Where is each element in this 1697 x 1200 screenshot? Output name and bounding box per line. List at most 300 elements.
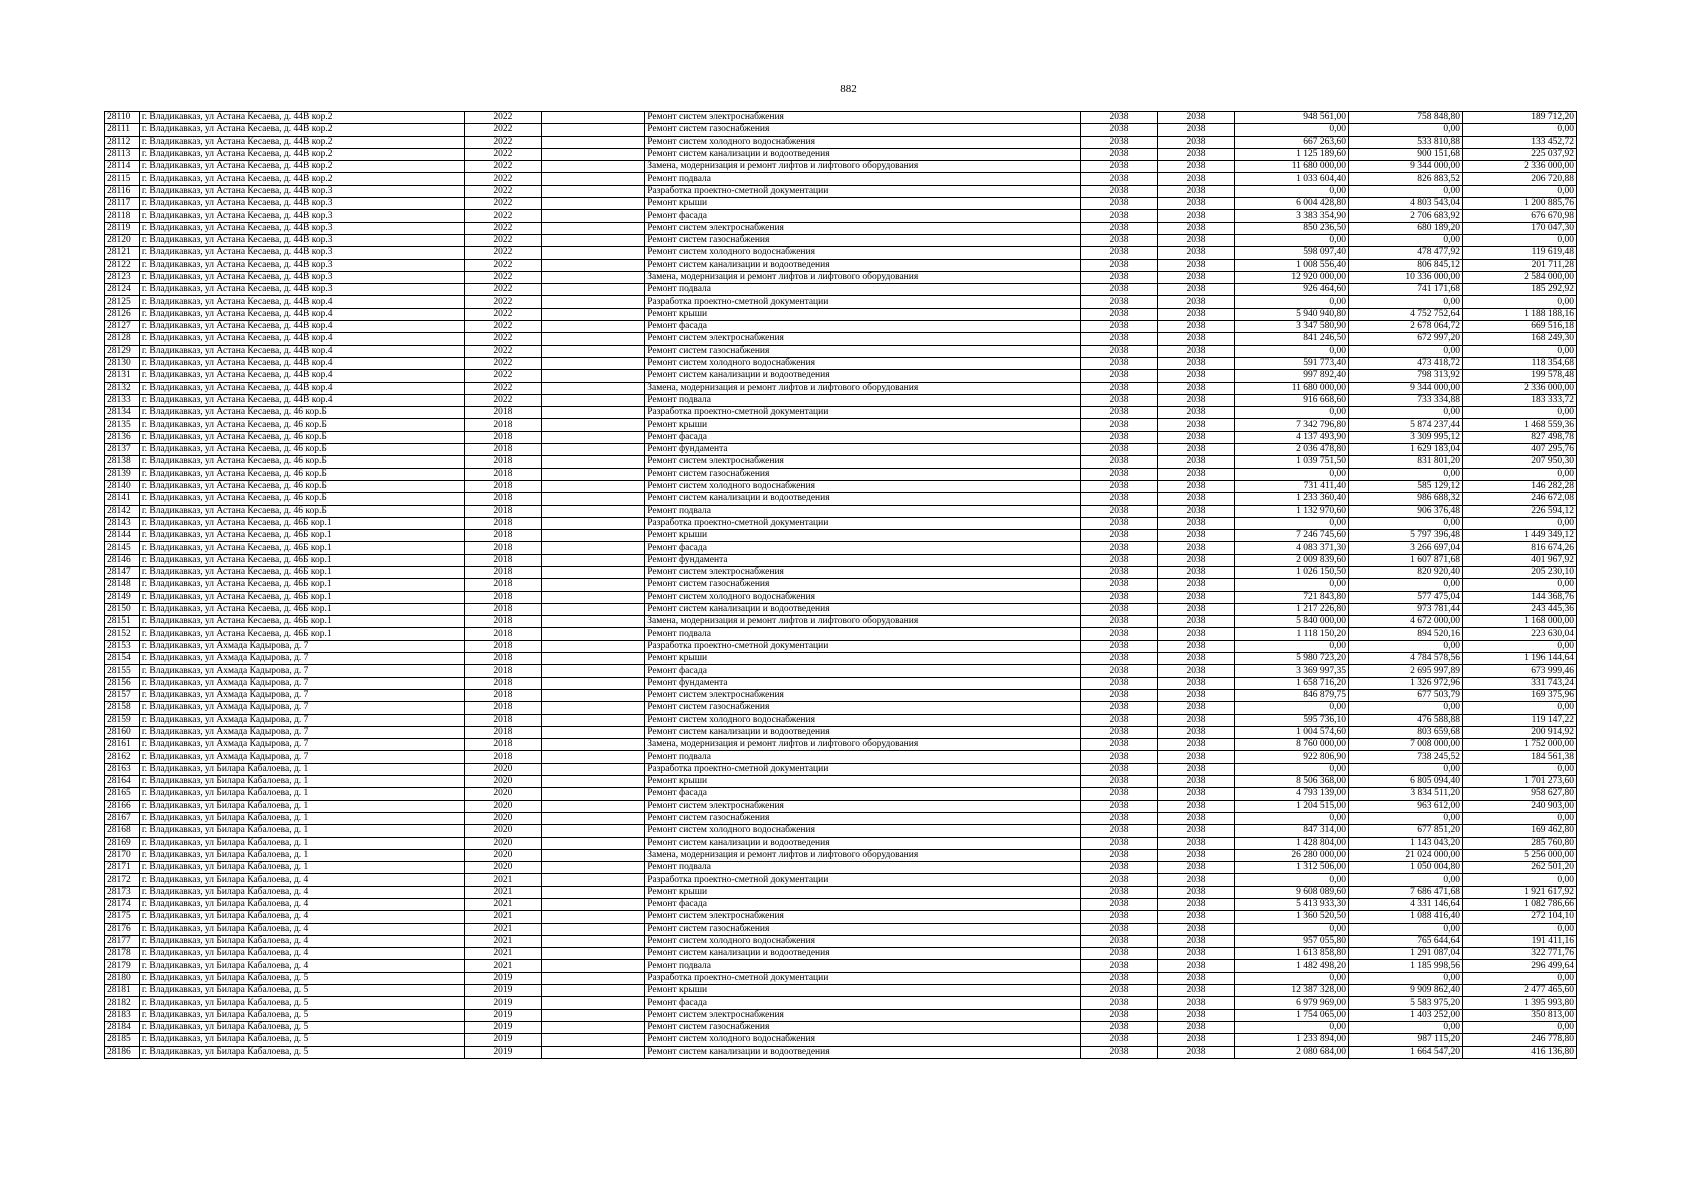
table-row bbox=[105, 739, 1577, 751]
commission-year-cell: 2018 bbox=[464, 419, 541, 431]
table-row bbox=[105, 972, 1577, 984]
total-cost-cell: 0,00 bbox=[1235, 468, 1349, 480]
total-cost-cell: 1 312 506,00 bbox=[1235, 862, 1349, 874]
address-cell: г. Владикавказ, ул Билара Кабалоева, д. 4 bbox=[139, 935, 464, 947]
fund-cost-cell: 798 313,92 bbox=[1349, 370, 1463, 382]
fund-cost-cell: 0,00 bbox=[1349, 296, 1463, 308]
commission-year-cell: 2022 bbox=[464, 136, 541, 148]
fund-cost-cell: 0,00 bbox=[1349, 468, 1463, 480]
owner-cost-cell: 5 256 000,00 bbox=[1462, 849, 1576, 861]
table-row bbox=[105, 370, 1577, 382]
row-number-cell: 28144 bbox=[105, 530, 140, 542]
total-cost-cell: 3 347 580,90 bbox=[1235, 321, 1349, 333]
fund-cost-cell: 10 336 000,00 bbox=[1349, 271, 1463, 283]
table-row bbox=[105, 948, 1577, 960]
plan-year-end-cell: 2038 bbox=[1158, 628, 1235, 640]
plan-year-start-cell: 2038 bbox=[1081, 173, 1158, 185]
fund-cost-cell: 478 477,92 bbox=[1349, 247, 1463, 259]
table-row bbox=[105, 124, 1577, 136]
work-type-cell: Ремонт систем электроснабжения bbox=[645, 222, 1081, 234]
commission-year-cell: 2018 bbox=[464, 579, 541, 591]
fund-cost-cell: 1 403 252,00 bbox=[1349, 1009, 1463, 1021]
plan-year-end-cell: 2038 bbox=[1158, 333, 1235, 345]
plan-year-start-cell: 2038 bbox=[1081, 419, 1158, 431]
address-cell: г. Владикавказ, ул Астана Кесаева, д. 46Б кор.1 bbox=[139, 517, 464, 529]
plan-year-end-cell: 2038 bbox=[1158, 911, 1235, 923]
row-number-cell: 28124 bbox=[105, 284, 140, 296]
fund-cost-cell: 1 291 087,04 bbox=[1349, 948, 1463, 960]
address-cell: г. Владикавказ, ул Астана Кесаева, д. 44В кор.4 bbox=[139, 321, 464, 333]
address-cell: г. Владикавказ, ул Билара Кабалоева, д. 1 bbox=[139, 763, 464, 775]
table-row bbox=[105, 382, 1577, 394]
commission-year-cell: 2021 bbox=[464, 960, 541, 972]
plan-year-start-cell: 2038 bbox=[1081, 468, 1158, 480]
commission-year-cell: 2022 bbox=[464, 112, 541, 124]
fund-cost-cell: 9 909 862,40 bbox=[1349, 985, 1463, 997]
row-number-cell: 28138 bbox=[105, 456, 140, 468]
commission-year-cell: 2021 bbox=[464, 923, 541, 935]
table-row bbox=[105, 960, 1577, 972]
table-row bbox=[105, 788, 1577, 800]
total-cost-cell: 3 369 997,35 bbox=[1235, 665, 1349, 677]
plan-year-start-cell: 2038 bbox=[1081, 726, 1158, 738]
fund-cost-cell: 4 803 543,04 bbox=[1349, 198, 1463, 210]
empty-column-cell bbox=[541, 566, 644, 578]
address-cell: г. Владикавказ, ул Астана Кесаева, д. 44В кор.3 bbox=[139, 271, 464, 283]
table-body bbox=[105, 112, 1577, 1059]
work-type-cell: Разработка проектно-сметной документации bbox=[645, 874, 1081, 886]
owner-cost-cell: 207 950,30 bbox=[1462, 456, 1576, 468]
table-row bbox=[105, 431, 1577, 443]
table-row bbox=[105, 825, 1577, 837]
address-cell: г. Владикавказ, ул Билара Кабалоева, д. 4 bbox=[139, 874, 464, 886]
fund-cost-cell: 803 659,68 bbox=[1349, 726, 1463, 738]
table-row bbox=[105, 271, 1577, 283]
plan-year-start-cell: 2038 bbox=[1081, 763, 1158, 775]
owner-cost-cell: 223 630,04 bbox=[1462, 628, 1576, 640]
table-row bbox=[105, 407, 1577, 419]
commission-year-cell: 2021 bbox=[464, 911, 541, 923]
table-row bbox=[105, 357, 1577, 369]
table-row bbox=[105, 677, 1577, 689]
empty-column-cell bbox=[541, 394, 644, 406]
fund-cost-cell: 820 920,40 bbox=[1349, 566, 1463, 578]
address-cell: г. Владикавказ, ул Астана Кесаева, д. 44В кор.4 bbox=[139, 370, 464, 382]
table-row bbox=[105, 444, 1577, 456]
address-cell: г. Владикавказ, ул Ахмада Кадырова, д. 7 bbox=[139, 689, 464, 701]
work-type-cell: Ремонт крыши bbox=[645, 886, 1081, 898]
total-cost-cell: 1 233 894,00 bbox=[1235, 1034, 1349, 1046]
commission-year-cell: 2018 bbox=[464, 616, 541, 628]
address-cell: г. Владикавказ, ул Астана Кесаева, д. 46Б кор.1 bbox=[139, 603, 464, 615]
plan-year-start-cell: 2038 bbox=[1081, 112, 1158, 124]
owner-cost-cell: 0,00 bbox=[1462, 407, 1576, 419]
work-type-cell: Ремонт крыши bbox=[645, 985, 1081, 997]
plan-year-start-cell: 2038 bbox=[1081, 899, 1158, 911]
commission-year-cell: 2019 bbox=[464, 1009, 541, 1021]
fund-cost-cell: 1 664 547,20 bbox=[1349, 1046, 1463, 1058]
plan-year-start-cell: 2038 bbox=[1081, 382, 1158, 394]
commission-year-cell: 2022 bbox=[464, 161, 541, 173]
owner-cost-cell: 669 516,18 bbox=[1462, 321, 1576, 333]
commission-year-cell: 2020 bbox=[464, 763, 541, 775]
total-cost-cell: 846 879,75 bbox=[1235, 689, 1349, 701]
empty-column-cell bbox=[541, 456, 644, 468]
empty-column-cell bbox=[541, 517, 644, 529]
row-number-cell: 28165 bbox=[105, 788, 140, 800]
work-type-cell: Ремонт систем холодного водоснабжения bbox=[645, 136, 1081, 148]
fund-cost-cell: 0,00 bbox=[1349, 517, 1463, 529]
row-number-cell: 28182 bbox=[105, 997, 140, 1009]
plan-year-end-cell: 2038 bbox=[1158, 234, 1235, 246]
total-cost-cell: 1 658 716,20 bbox=[1235, 677, 1349, 689]
row-number-cell: 28150 bbox=[105, 603, 140, 615]
work-type-cell: Ремонт крыши bbox=[645, 653, 1081, 665]
row-number-cell: 28130 bbox=[105, 357, 140, 369]
empty-column-cell bbox=[541, 444, 644, 456]
work-type-cell: Ремонт систем газоснабжения bbox=[645, 702, 1081, 714]
row-number-cell: 28143 bbox=[105, 517, 140, 529]
plan-year-start-cell: 2038 bbox=[1081, 431, 1158, 443]
fund-cost-cell: 3 309 995,12 bbox=[1349, 431, 1463, 443]
plan-year-start-cell: 2038 bbox=[1081, 234, 1158, 246]
empty-column-cell bbox=[541, 161, 644, 173]
empty-column-cell bbox=[541, 935, 644, 947]
table-row bbox=[105, 862, 1577, 874]
empty-column-cell bbox=[541, 247, 644, 259]
commission-year-cell: 2018 bbox=[464, 407, 541, 419]
work-type-cell: Ремонт систем канализации и водоотведения bbox=[645, 726, 1081, 738]
commission-year-cell: 2020 bbox=[464, 837, 541, 849]
owner-cost-cell: 199 578,48 bbox=[1462, 370, 1576, 382]
work-type-cell: Разработка проектно-сметной документации bbox=[645, 640, 1081, 652]
address-cell: г. Владикавказ, ул Астана Кесаева, д. 46 кор.Б bbox=[139, 493, 464, 505]
plan-year-end-cell: 2038 bbox=[1158, 345, 1235, 357]
plan-year-end-cell: 2038 bbox=[1158, 247, 1235, 259]
address-cell: г. Владикавказ, ул Астана Кесаева, д. 44В кор.4 bbox=[139, 382, 464, 394]
work-type-cell: Ремонт крыши bbox=[645, 308, 1081, 320]
fund-cost-cell: 577 475,04 bbox=[1349, 591, 1463, 603]
row-number-cell: 28168 bbox=[105, 825, 140, 837]
owner-cost-cell: 285 760,80 bbox=[1462, 837, 1576, 849]
owner-cost-cell: 0,00 bbox=[1462, 874, 1576, 886]
plan-year-end-cell: 2038 bbox=[1158, 899, 1235, 911]
owner-cost-cell: 322 771,76 bbox=[1462, 948, 1576, 960]
commission-year-cell: 2018 bbox=[464, 628, 541, 640]
table-row bbox=[105, 1046, 1577, 1058]
empty-column-cell bbox=[541, 726, 644, 738]
plan-year-end-cell: 2038 bbox=[1158, 480, 1235, 492]
total-cost-cell: 1 360 520,50 bbox=[1235, 911, 1349, 923]
plan-year-end-cell: 2038 bbox=[1158, 321, 1235, 333]
plan-year-end-cell: 2038 bbox=[1158, 517, 1235, 529]
work-type-cell: Ремонт систем электроснабжения bbox=[645, 333, 1081, 345]
table-row bbox=[105, 579, 1577, 591]
address-cell: г. Владикавказ, ул Астана Кесаева, д. 44В кор.4 bbox=[139, 333, 464, 345]
empty-column-cell bbox=[541, 763, 644, 775]
row-number-cell: 28122 bbox=[105, 259, 140, 271]
row-number-cell: 28120 bbox=[105, 234, 140, 246]
plan-year-start-cell: 2038 bbox=[1081, 444, 1158, 456]
owner-cost-cell: 0,00 bbox=[1462, 124, 1576, 136]
empty-column-cell bbox=[541, 542, 644, 554]
commission-year-cell: 2018 bbox=[464, 603, 541, 615]
table-row bbox=[105, 259, 1577, 271]
owner-cost-cell: 2 336 000,00 bbox=[1462, 382, 1576, 394]
address-cell: г. Владикавказ, ул Билара Кабалоева, д. 5 bbox=[139, 972, 464, 984]
table-row bbox=[105, 173, 1577, 185]
plan-year-end-cell: 2038 bbox=[1158, 173, 1235, 185]
owner-cost-cell: 200 914,92 bbox=[1462, 726, 1576, 738]
plan-year-start-cell: 2038 bbox=[1081, 751, 1158, 763]
address-cell: г. Владикавказ, ул Астана Кесаева, д. 44В кор.4 bbox=[139, 394, 464, 406]
plan-year-start-cell: 2038 bbox=[1081, 1046, 1158, 1058]
table-row bbox=[105, 665, 1577, 677]
fund-cost-cell: 1 143 043,20 bbox=[1349, 837, 1463, 849]
table-row bbox=[105, 640, 1577, 652]
plan-year-end-cell: 2038 bbox=[1158, 493, 1235, 505]
work-type-cell: Ремонт систем холодного водоснабжения bbox=[645, 1034, 1081, 1046]
empty-column-cell bbox=[541, 776, 644, 788]
address-cell: г. Владикавказ, ул Ахмада Кадырова, д. 7 bbox=[139, 640, 464, 652]
fund-cost-cell: 986 688,32 bbox=[1349, 493, 1463, 505]
empty-column-cell bbox=[541, 468, 644, 480]
plan-year-end-cell: 2038 bbox=[1158, 161, 1235, 173]
empty-column-cell bbox=[541, 653, 644, 665]
row-number-cell: 28178 bbox=[105, 948, 140, 960]
work-type-cell: Разработка проектно-сметной документации bbox=[645, 185, 1081, 197]
fund-cost-cell: 973 781,44 bbox=[1349, 603, 1463, 615]
plan-year-end-cell: 2038 bbox=[1158, 837, 1235, 849]
table-row bbox=[105, 997, 1577, 1009]
table-row bbox=[105, 763, 1577, 775]
total-cost-cell: 1 482 498,20 bbox=[1235, 960, 1349, 972]
commission-year-cell: 2018 bbox=[464, 702, 541, 714]
address-cell: г. Владикавказ, ул Астана Кесаева, д. 46 кор.Б bbox=[139, 431, 464, 443]
total-cost-cell: 926 464,60 bbox=[1235, 284, 1349, 296]
commission-year-cell: 2022 bbox=[464, 382, 541, 394]
plan-year-end-cell: 2038 bbox=[1158, 419, 1235, 431]
work-type-cell: Разработка проектно-сметной документации bbox=[645, 296, 1081, 308]
work-type-cell: Замена, модернизация и ремонт лифтов и лифтового оборудования bbox=[645, 161, 1081, 173]
fund-cost-cell: 1 050 004,80 bbox=[1349, 862, 1463, 874]
total-cost-cell: 0,00 bbox=[1235, 1021, 1349, 1033]
plan-year-end-cell: 2038 bbox=[1158, 689, 1235, 701]
fund-cost-cell: 4 784 578,56 bbox=[1349, 653, 1463, 665]
total-cost-cell: 0,00 bbox=[1235, 923, 1349, 935]
row-number-cell: 28160 bbox=[105, 726, 140, 738]
owner-cost-cell: 206 720,88 bbox=[1462, 173, 1576, 185]
plan-year-end-cell: 2038 bbox=[1158, 739, 1235, 751]
fund-cost-cell: 533 810,88 bbox=[1349, 136, 1463, 148]
plan-year-start-cell: 2038 bbox=[1081, 591, 1158, 603]
owner-cost-cell: 816 674,26 bbox=[1462, 542, 1576, 554]
commission-year-cell: 2022 bbox=[464, 124, 541, 136]
empty-column-cell bbox=[541, 407, 644, 419]
total-cost-cell: 731 411,40 bbox=[1235, 480, 1349, 492]
owner-cost-cell: 296 499,64 bbox=[1462, 960, 1576, 972]
plan-year-end-cell: 2038 bbox=[1158, 542, 1235, 554]
address-cell: г. Владикавказ, ул Билара Кабалоева, д. 1 bbox=[139, 825, 464, 837]
table-row bbox=[105, 505, 1577, 517]
plan-year-start-cell: 2038 bbox=[1081, 296, 1158, 308]
table-row bbox=[105, 776, 1577, 788]
fund-cost-cell: 0,00 bbox=[1349, 185, 1463, 197]
plan-year-start-cell: 2038 bbox=[1081, 161, 1158, 173]
total-cost-cell: 0,00 bbox=[1235, 812, 1349, 824]
commission-year-cell: 2019 bbox=[464, 1021, 541, 1033]
owner-cost-cell: 169 462,80 bbox=[1462, 825, 1576, 837]
commission-year-cell: 2022 bbox=[464, 321, 541, 333]
table-row bbox=[105, 394, 1577, 406]
fund-cost-cell: 585 129,12 bbox=[1349, 480, 1463, 492]
work-type-cell: Ремонт систем газоснабжения bbox=[645, 812, 1081, 824]
owner-cost-cell: 1 082 786,66 bbox=[1462, 899, 1576, 911]
commission-year-cell: 2020 bbox=[464, 849, 541, 861]
work-type-cell: Ремонт фундамента bbox=[645, 444, 1081, 456]
total-cost-cell: 2 009 839,60 bbox=[1235, 554, 1349, 566]
address-cell: г. Владикавказ, ул Астана Кесаева, д. 44В кор.2 bbox=[139, 124, 464, 136]
table-row bbox=[105, 1034, 1577, 1046]
work-type-cell: Ремонт крыши bbox=[645, 776, 1081, 788]
work-type-cell: Ремонт подвала bbox=[645, 173, 1081, 185]
total-cost-cell: 4 083 371,30 bbox=[1235, 542, 1349, 554]
total-cost-cell: 5 940 940,80 bbox=[1235, 308, 1349, 320]
row-number-cell: 28142 bbox=[105, 505, 140, 517]
fund-cost-cell: 677 503,79 bbox=[1349, 689, 1463, 701]
fund-cost-cell: 738 245,52 bbox=[1349, 751, 1463, 763]
row-number-cell: 28153 bbox=[105, 640, 140, 652]
row-number-cell: 28156 bbox=[105, 677, 140, 689]
empty-column-cell bbox=[541, 628, 644, 640]
address-cell: г. Владикавказ, ул Билара Кабалоева, д. 4 bbox=[139, 960, 464, 972]
address-cell: г. Владикавказ, ул Билара Кабалоева, д. 4 bbox=[139, 911, 464, 923]
commission-year-cell: 2018 bbox=[464, 591, 541, 603]
row-number-cell: 28136 bbox=[105, 431, 140, 443]
table-row bbox=[105, 726, 1577, 738]
empty-column-cell bbox=[541, 185, 644, 197]
work-type-cell: Ремонт систем холодного водоснабжения bbox=[645, 935, 1081, 947]
commission-year-cell: 2019 bbox=[464, 972, 541, 984]
plan-year-start-cell: 2038 bbox=[1081, 333, 1158, 345]
address-cell: г. Владикавказ, ул Астана Кесаева, д. 44В кор.4 bbox=[139, 345, 464, 357]
owner-cost-cell: 205 230,10 bbox=[1462, 566, 1576, 578]
commission-year-cell: 2018 bbox=[464, 468, 541, 480]
address-cell: г. Владикавказ, ул Ахмада Кадырова, д. 7 bbox=[139, 665, 464, 677]
row-number-cell: 28183 bbox=[105, 1009, 140, 1021]
total-cost-cell: 0,00 bbox=[1235, 874, 1349, 886]
address-cell: г. Владикавказ, ул Билара Кабалоева, д. 5 bbox=[139, 1021, 464, 1033]
address-cell: г. Владикавказ, ул Ахмада Кадырова, д. 7 bbox=[139, 653, 464, 665]
plan-year-end-cell: 2038 bbox=[1158, 198, 1235, 210]
address-cell: г. Владикавказ, ул Астана Кесаева, д. 44В кор.2 bbox=[139, 173, 464, 185]
plan-year-end-cell: 2038 bbox=[1158, 1034, 1235, 1046]
fund-cost-cell: 4 752 752,64 bbox=[1349, 308, 1463, 320]
address-cell: г. Владикавказ, ул Ахмада Кадырова, д. 7 bbox=[139, 739, 464, 751]
row-number-cell: 28140 bbox=[105, 480, 140, 492]
table-row bbox=[105, 198, 1577, 210]
total-cost-cell: 1 039 751,50 bbox=[1235, 456, 1349, 468]
row-number-cell: 28170 bbox=[105, 849, 140, 861]
owner-cost-cell: 144 368,76 bbox=[1462, 591, 1576, 603]
owner-cost-cell: 407 295,76 bbox=[1462, 444, 1576, 456]
fund-cost-cell: 6 805 094,40 bbox=[1349, 776, 1463, 788]
owner-cost-cell: 0,00 bbox=[1462, 923, 1576, 935]
plan-year-end-cell: 2038 bbox=[1158, 370, 1235, 382]
work-type-cell: Ремонт систем канализации и водоотведения bbox=[645, 1046, 1081, 1058]
plan-year-end-cell: 2038 bbox=[1158, 566, 1235, 578]
plan-year-start-cell: 2038 bbox=[1081, 394, 1158, 406]
work-type-cell: Замена, модернизация и ремонт лифтов и лифтового оборудования bbox=[645, 382, 1081, 394]
plan-year-end-cell: 2038 bbox=[1158, 960, 1235, 972]
total-cost-cell: 1 033 604,40 bbox=[1235, 173, 1349, 185]
row-number-cell: 28175 bbox=[105, 911, 140, 923]
commission-year-cell: 2022 bbox=[464, 394, 541, 406]
work-type-cell: Ремонт фасада bbox=[645, 210, 1081, 222]
plan-year-end-cell: 2038 bbox=[1158, 284, 1235, 296]
owner-cost-cell: 827 498,78 bbox=[1462, 431, 1576, 443]
table-row bbox=[105, 136, 1577, 148]
address-cell: г. Владикавказ, ул Астана Кесаева, д. 44В кор.2 bbox=[139, 136, 464, 148]
empty-column-cell bbox=[541, 899, 644, 911]
plan-year-end-cell: 2038 bbox=[1158, 382, 1235, 394]
total-cost-cell: 0,00 bbox=[1235, 517, 1349, 529]
owner-cost-cell: 958 627,80 bbox=[1462, 788, 1576, 800]
table-row bbox=[105, 985, 1577, 997]
table-row bbox=[105, 899, 1577, 911]
work-type-cell: Ремонт подвала bbox=[645, 960, 1081, 972]
work-type-cell: Ремонт фасада bbox=[645, 788, 1081, 800]
commission-year-cell: 2018 bbox=[464, 505, 541, 517]
fund-cost-cell: 0,00 bbox=[1349, 923, 1463, 935]
total-cost-cell: 26 280 000,00 bbox=[1235, 849, 1349, 861]
fund-cost-cell: 0,00 bbox=[1349, 702, 1463, 714]
commission-year-cell: 2019 bbox=[464, 997, 541, 1009]
fund-cost-cell: 987 115,20 bbox=[1349, 1034, 1463, 1046]
fund-cost-cell: 2 695 997,89 bbox=[1349, 665, 1463, 677]
empty-column-cell bbox=[541, 923, 644, 935]
plan-year-end-cell: 2038 bbox=[1158, 259, 1235, 271]
total-cost-cell: 6 979 969,00 bbox=[1235, 997, 1349, 1009]
plan-year-start-cell: 2038 bbox=[1081, 739, 1158, 751]
plan-year-end-cell: 2038 bbox=[1158, 591, 1235, 603]
plan-year-start-cell: 2038 bbox=[1081, 689, 1158, 701]
owner-cost-cell: 0,00 bbox=[1462, 972, 1576, 984]
plan-year-end-cell: 2038 bbox=[1158, 849, 1235, 861]
commission-year-cell: 2018 bbox=[464, 665, 541, 677]
owner-cost-cell: 262 501,20 bbox=[1462, 862, 1576, 874]
total-cost-cell: 0,00 bbox=[1235, 234, 1349, 246]
plan-year-end-cell: 2038 bbox=[1158, 726, 1235, 738]
row-number-cell: 28123 bbox=[105, 271, 140, 283]
total-cost-cell: 5 980 723,20 bbox=[1235, 653, 1349, 665]
row-number-cell: 28171 bbox=[105, 862, 140, 874]
table-row bbox=[105, 751, 1577, 763]
plan-year-end-cell: 2038 bbox=[1158, 530, 1235, 542]
plan-year-start-cell: 2038 bbox=[1081, 210, 1158, 222]
empty-column-cell bbox=[541, 788, 644, 800]
table-row bbox=[105, 530, 1577, 542]
work-type-cell: Ремонт крыши bbox=[645, 198, 1081, 210]
empty-column-cell bbox=[541, 948, 644, 960]
work-type-cell: Ремонт систем электроснабжения bbox=[645, 689, 1081, 701]
work-type-cell: Ремонт подвала bbox=[645, 394, 1081, 406]
row-number-cell: 28112 bbox=[105, 136, 140, 148]
empty-column-cell bbox=[541, 837, 644, 849]
commission-year-cell: 2018 bbox=[464, 739, 541, 751]
fund-cost-cell: 0,00 bbox=[1349, 972, 1463, 984]
total-cost-cell: 9 608 089,60 bbox=[1235, 886, 1349, 898]
